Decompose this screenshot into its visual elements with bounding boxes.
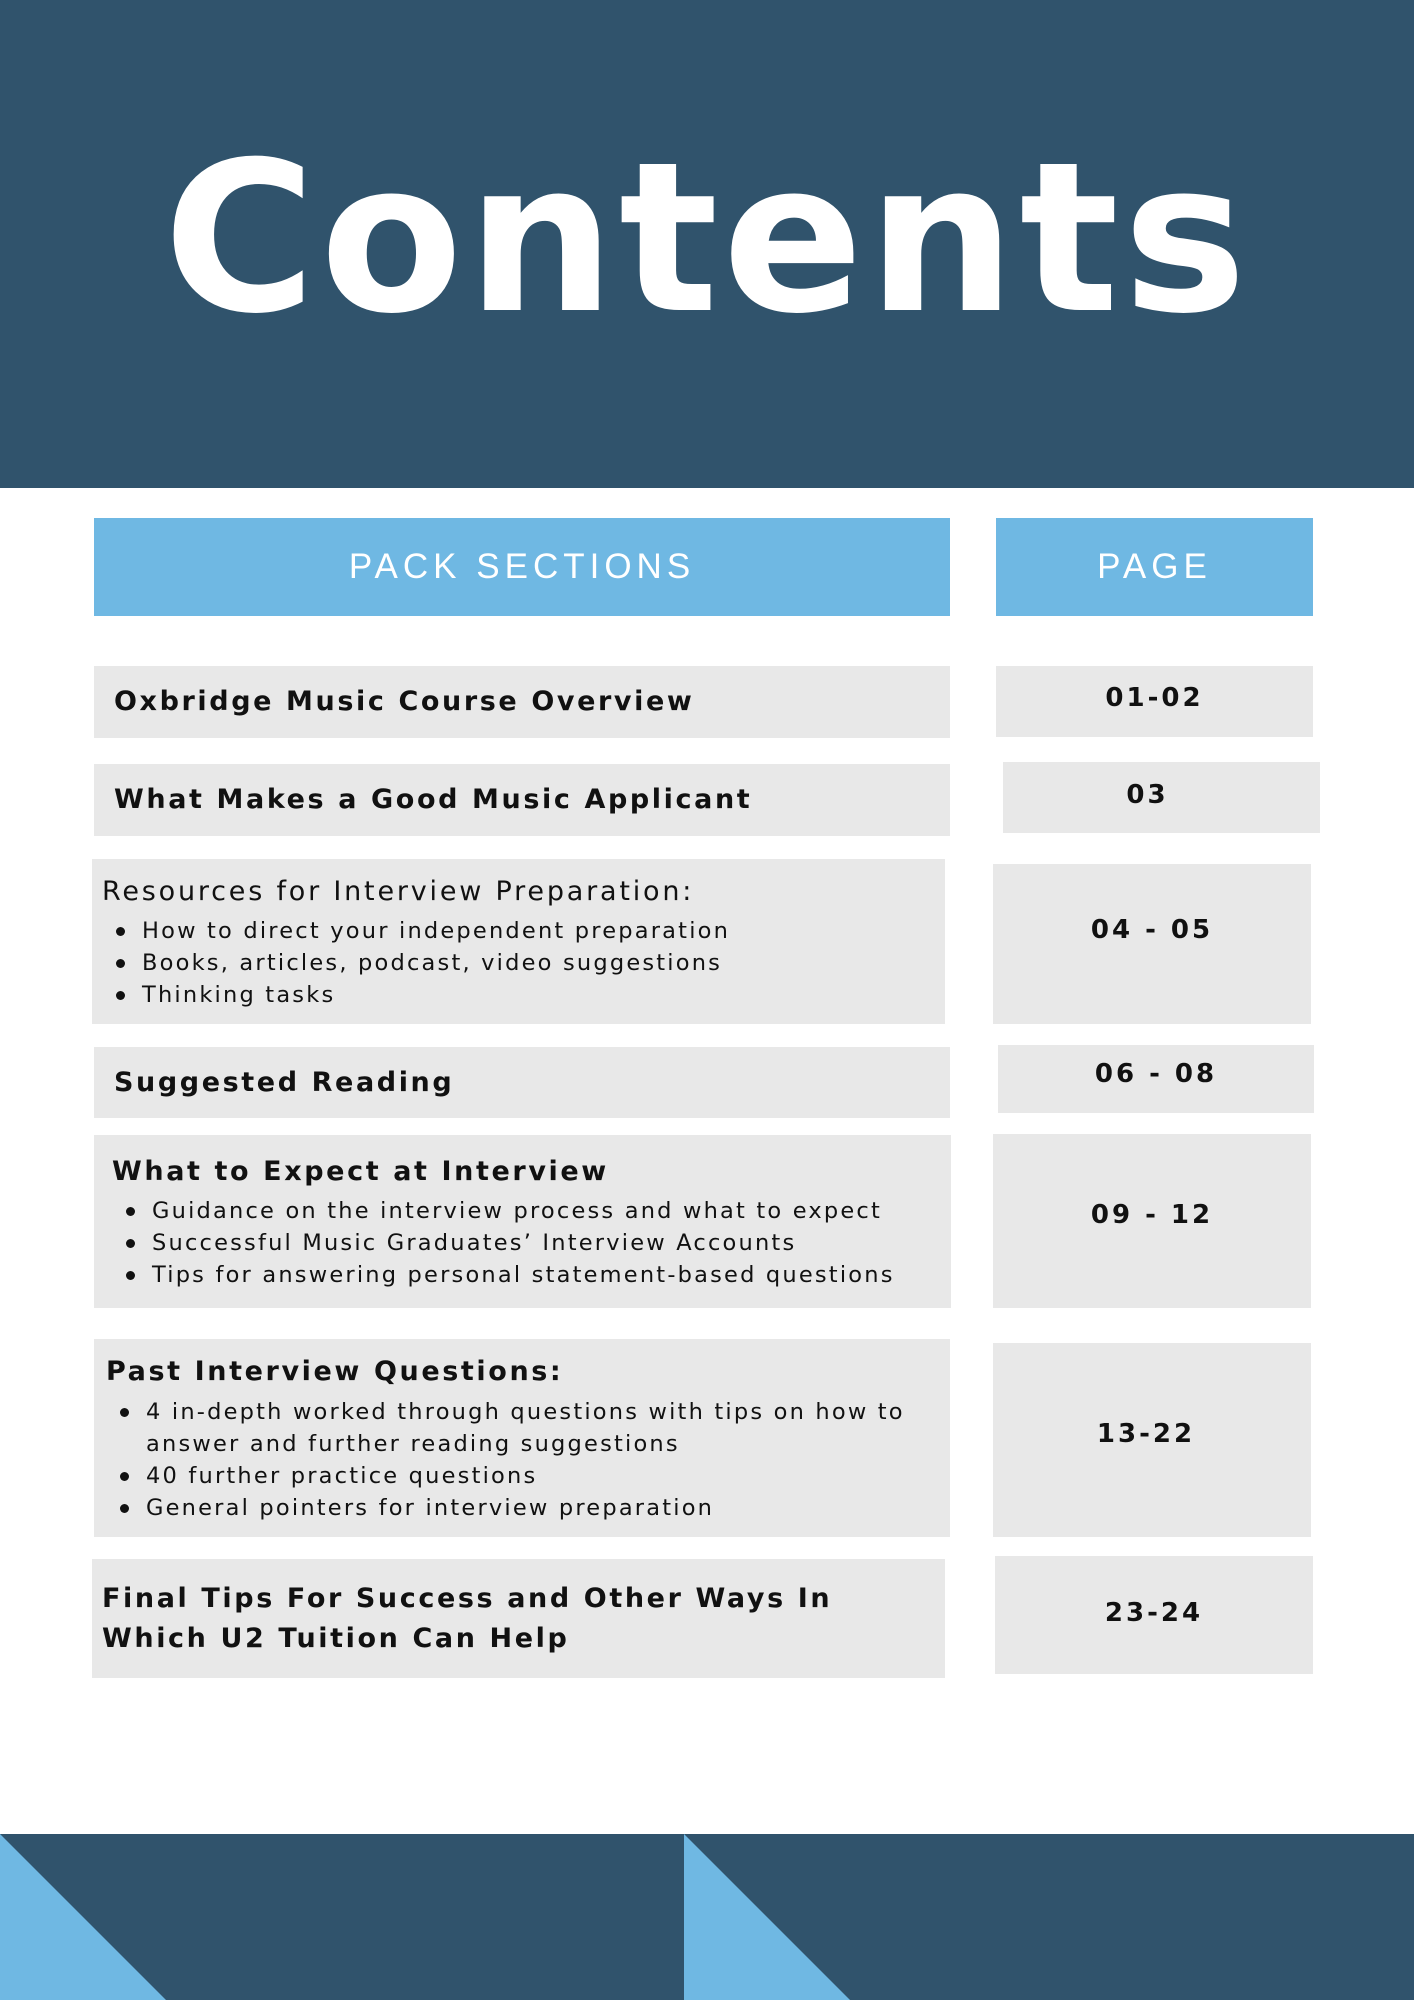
section-row — [94, 1047, 950, 1118]
section-title: Past Interview Questions: — [106, 1356, 564, 1388]
page-range-cell — [993, 1134, 1311, 1308]
list-item: Guidance on the interview process and what to expect — [112, 1195, 951, 1227]
section-row — [92, 859, 945, 1024]
page-range-cell — [993, 1343, 1311, 1537]
page-title: Contents — [163, 118, 1251, 360]
page-range-cell — [993, 864, 1311, 1024]
page-range: 23-24 — [1104, 1598, 1204, 1628]
section-title: Resources for Interview Preparation: — [102, 875, 695, 907]
section-bullet-list — [112, 1195, 951, 1291]
footer-triangle-left — [0, 1834, 166, 2000]
page-range-cell — [998, 1045, 1314, 1113]
section-title: Final Tips For Success and Other Ways In Which U2 Tuition Can Help — [102, 1582, 833, 1654]
page-range-cell — [995, 1556, 1313, 1674]
section-title: Suggested Reading — [114, 1066, 455, 1098]
list-item: Tips for answering personal statement-based questions — [112, 1259, 951, 1291]
column-header-page — [996, 518, 1313, 616]
section-row — [94, 764, 950, 836]
section-title: What Makes a Good Music Applicant — [114, 784, 753, 816]
column-header-page-label: PAGE — [1097, 547, 1212, 586]
page-range: 06 - 08 — [1094, 1059, 1218, 1089]
footer-banner — [0, 1834, 1414, 2000]
header-banner — [0, 0, 1414, 488]
page-range: 09 - 12 — [1090, 1200, 1214, 1230]
page-range-cell — [996, 666, 1313, 737]
section-row — [94, 1339, 950, 1537]
list-item: 40 further practice questions — [106, 1460, 906, 1492]
page-range: 03 — [1126, 779, 1169, 810]
section-row — [94, 1135, 951, 1308]
list-item: Books, articles, podcast, video suggestions — [102, 947, 945, 979]
section-bullet-list — [106, 1396, 906, 1524]
page-range-cell — [1003, 762, 1320, 833]
page-range: 04 - 05 — [1090, 915, 1214, 945]
section-title: Oxbridge Music Course Overview — [114, 686, 695, 718]
column-header-sections — [94, 518, 950, 616]
section-row — [94, 666, 950, 738]
column-header-sections-label: PACK SECTIONS — [348, 547, 696, 586]
page-range: 01-02 — [1105, 682, 1204, 713]
list-item: General pointers for interview preparation — [106, 1492, 906, 1524]
section-row — [92, 1559, 945, 1678]
section-bullet-list — [102, 915, 945, 1011]
page-range: 13-22 — [1096, 1419, 1196, 1449]
section-title: What to Expect at Interview — [112, 1155, 609, 1187]
footer-triangle-right — [684, 1834, 850, 2000]
list-item: 4 in-depth worked through questions with tips on how to answer and further reading suggestions — [106, 1396, 906, 1460]
footer-decoration — [0, 1834, 1414, 2000]
list-item: Thinking tasks — [102, 979, 945, 1011]
list-item: Successful Music Graduates’ Interview Accounts — [112, 1227, 951, 1259]
list-item: How to direct your independent preparation — [102, 915, 945, 947]
